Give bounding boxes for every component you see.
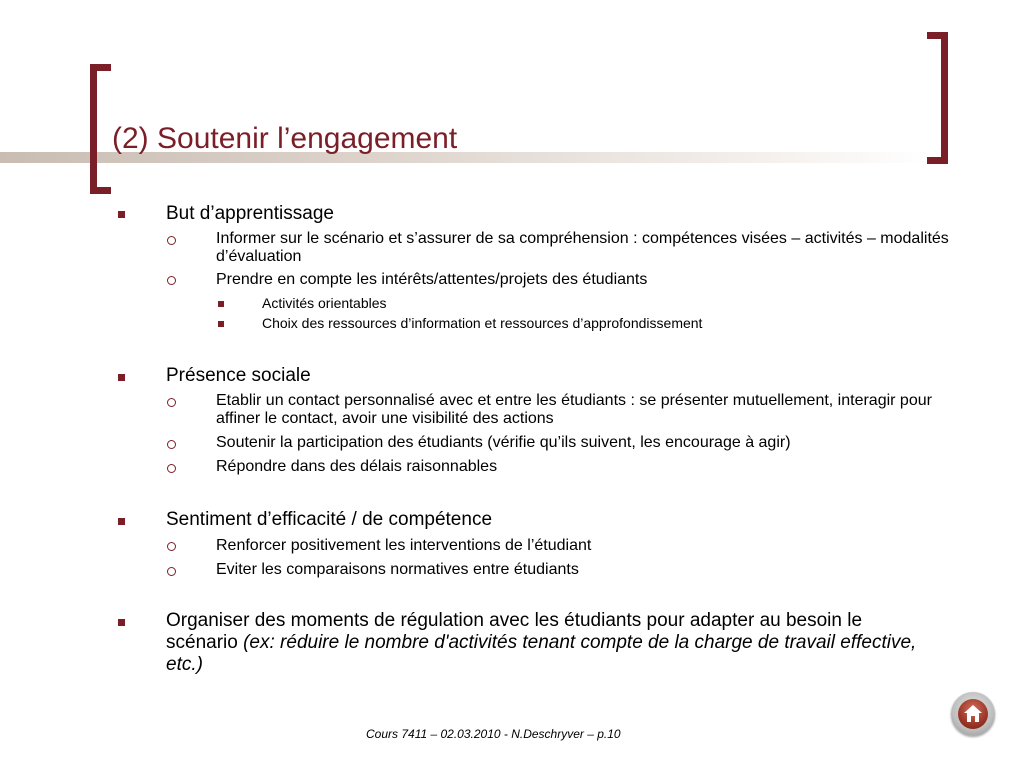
slide-footer: Cours 7411 – 02.03.2010 - N.Deschryver – p.10 (366, 727, 621, 741)
bullet-level2: Informer sur le scénario et s’assurer de sa compréhension : compétences visées – activités – modalités d’évaluation (216, 230, 949, 265)
bullet-circle-icon (167, 276, 176, 285)
bullet-square-icon (118, 374, 125, 381)
bullet-level2: Etablir un contact personnalisé avec et entre les étudiants : se présenter mutuellement, interagir pour affiner le contact, avoir une visibilité des actions (216, 392, 932, 427)
bullet-level1: Sentiment d’efficacité / de compétence (166, 509, 493, 530)
regulation-example: (ex: réduire le nombre d'activités tenant compte de la charge de travail effective, etc.) (166, 632, 917, 675)
bullet-level1: But d’apprentissage (166, 203, 334, 224)
bullet-square-icon (118, 518, 125, 525)
bullet-level2: Renforcer positivement les interventions de l’étudiant (216, 537, 592, 554)
bullet-circle-icon (167, 236, 176, 245)
regulation-text: Organiser des moments de régulation avec les étudiants pour adapter au besoin le scénario (166, 610, 863, 653)
bullet-square-icon (118, 619, 125, 626)
bullet-level2: Prendre en compte les intérêts/attentes/projets des étudiants (216, 271, 648, 288)
slide-title: (2) Soutenir l’engagement (112, 122, 458, 155)
bullet-square-icon (218, 321, 224, 327)
bullet-circle-icon (167, 398, 176, 407)
bullet-square-icon (118, 211, 125, 218)
home-button[interactable] (951, 692, 995, 736)
bullet-square-icon (218, 301, 224, 307)
right-bracket-decoration (927, 32, 948, 164)
bullet-circle-icon (167, 542, 176, 551)
bullet-level2: Soutenir la participation des étudiants (vérifie qu’ils suivent, les encourage à agir) (216, 434, 791, 451)
home-icon (958, 699, 988, 729)
bullet-circle-icon (167, 440, 176, 449)
bullet-level2: Eviter les comparaisons normatives entre étudiants (216, 561, 579, 578)
bullet-circle-icon (167, 567, 176, 576)
bullet-level3: Activités orientables (262, 295, 387, 311)
bullet-circle-icon (167, 464, 176, 473)
bullet-level1: Présence sociale (166, 365, 311, 386)
bullet-level2: Répondre dans des délais raisonnables (216, 458, 498, 475)
bullet-level3: Choix des ressources d’information et ressources d’approfondissement (262, 315, 703, 331)
bullet-level1-regulation (166, 610, 936, 676)
left-bracket-decoration (90, 64, 111, 194)
